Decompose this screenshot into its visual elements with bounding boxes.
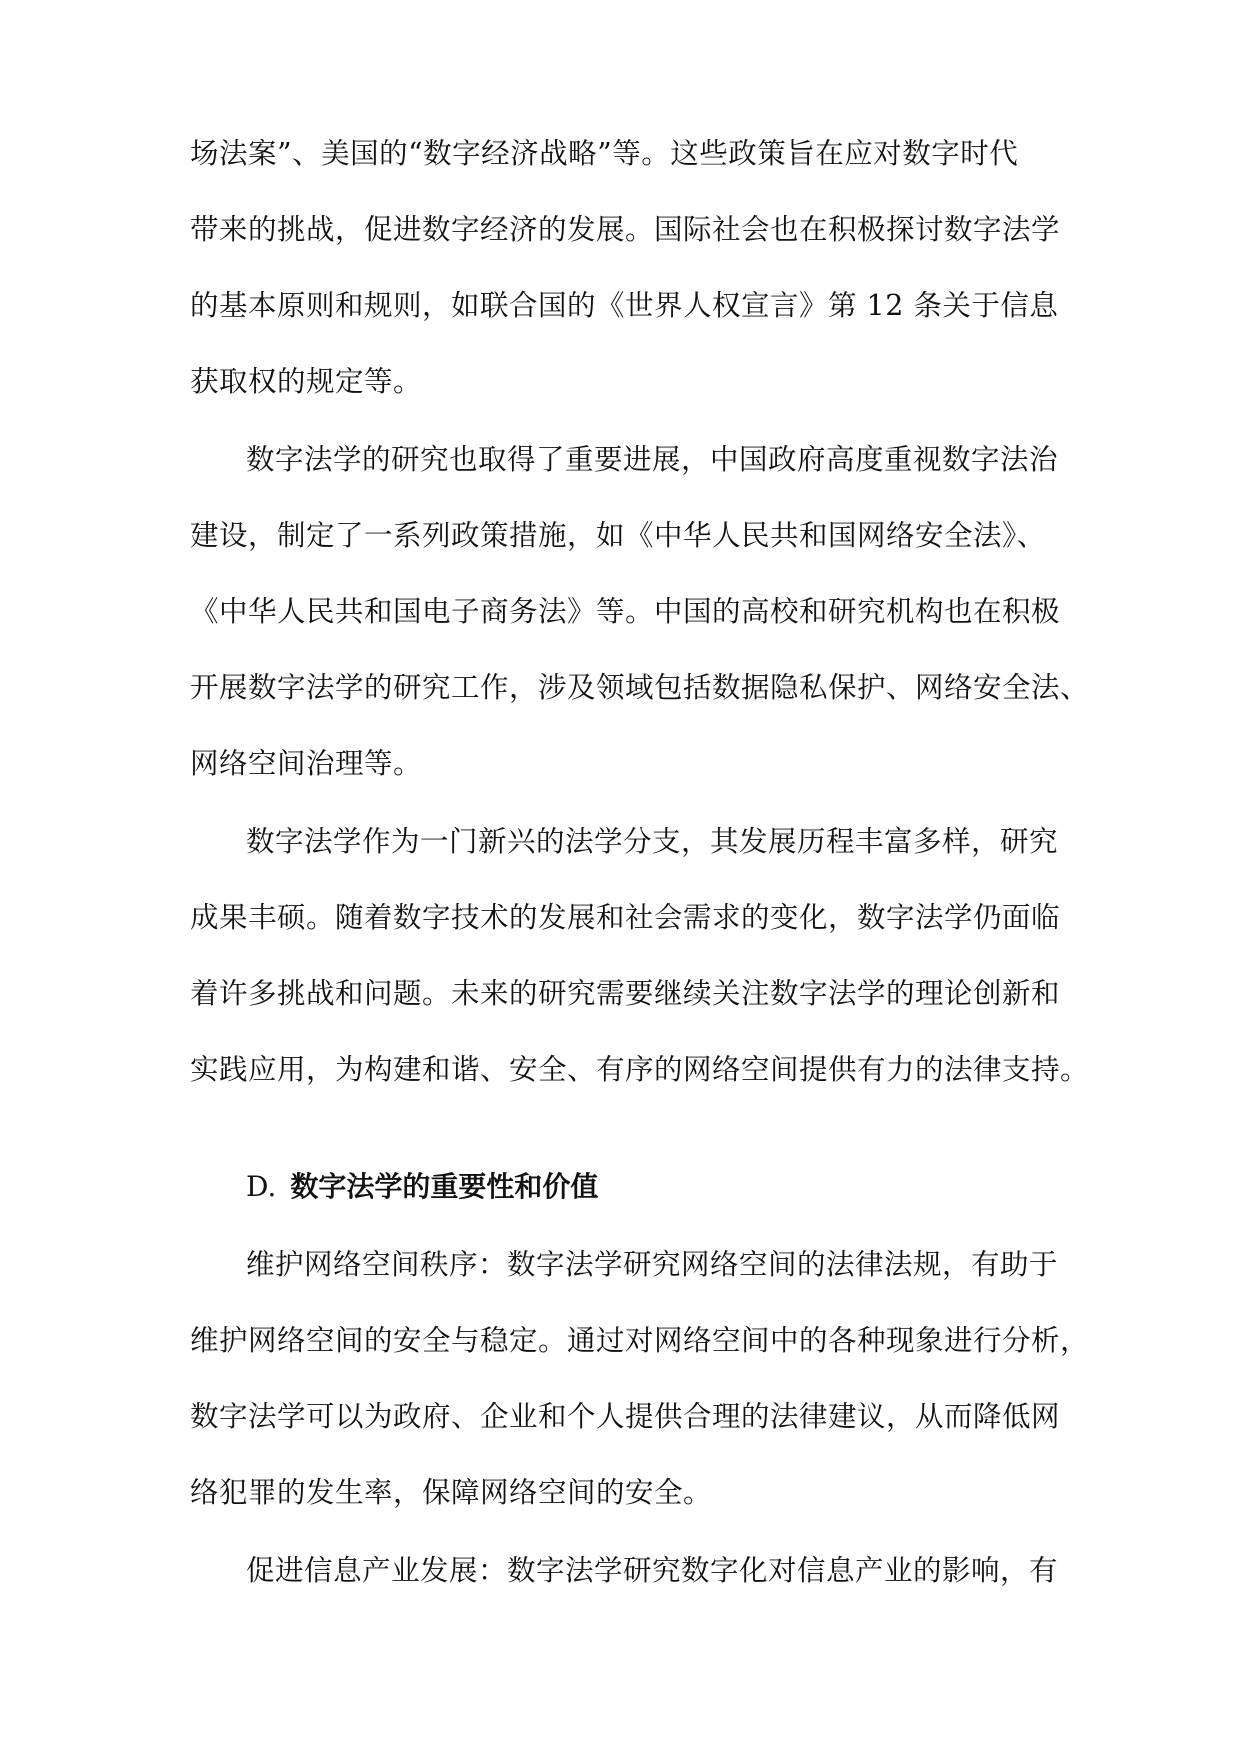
paragraph-2-line-4: 开展数字法学的研究工作，涉及领域包括数据隐私保护、网络安全法、 <box>190 671 1090 704</box>
paragraph-3-line-2: 成果丰硕。随着数字技术的发展和社会需求的变化，数字法学仍面临 <box>190 901 1061 934</box>
paragraph-3-line-4: 实践应用，为构建和谐、安全、有序的网络空间提供有力的法律支持。 <box>190 1053 1090 1086</box>
section-paragraph-1-line-4: 络犯罪的发生率，保障网络空间的安全。 <box>190 1476 713 1509</box>
paragraph-2-line-3: 《中华人民共和国电子商务法》等。中国的高校和研究机构也在积极 <box>190 595 1061 628</box>
section-paragraph-1-line-3: 数字法学可以为政府、企业和个人提供合理的法律建议，从而降低网 <box>190 1400 1061 1433</box>
paragraph-3-line-1: 数字法学作为一门新兴的法学分支，其发展历程丰富多样，研究 <box>246 825 1059 858</box>
section-heading <box>246 1167 598 1207</box>
paragraph-1-line-1: 场法案”、美国的“数字经济战略”等。这些政策旨在应对数字时代 <box>190 137 1019 170</box>
section-label: D. <box>246 1170 277 1203</box>
section-paragraph-2-line-1: 促进信息产业发展：数字法学研究数字化对信息产业的影响，有 <box>246 1554 1059 1587</box>
paragraph-2-line-2: 建设，制定了一系列政策措施，如《中华人民共和国网络安全法》、 <box>190 519 1046 552</box>
paragraph-2-line-1: 数字法学的研究也取得了重要进展，中国政府高度重视数字法治 <box>246 443 1059 476</box>
section-paragraph-1-line-2: 维护网络空间的安全与稳定。通过对网络空间中的各种现象进行分析， <box>190 1324 1090 1357</box>
paragraph-2-line-5: 网络空间治理等。 <box>190 747 423 780</box>
section-title: 数字法学的重要性和价值 <box>290 1170 599 1203</box>
paragraph-1-line-4: 获取权的规定等。 <box>190 365 423 398</box>
paragraph-1-line-3: 的基本原则和规则，如联合国的《世界人权宣言》第 12 条关于信息 <box>190 289 1059 322</box>
paragraph-3-line-3: 着许多挑战和问题。未来的研究需要继续关注数字法学的理论创新和 <box>190 977 1061 1010</box>
section-paragraph-1-line-1: 维护网络空间秩序：数字法学研究网络空间的法律法规，有助于 <box>246 1248 1059 1281</box>
paragraph-1-line-2: 带来的挑战，促进数字经济的发展。国际社会也在积极探讨数字法学 <box>190 213 1061 246</box>
